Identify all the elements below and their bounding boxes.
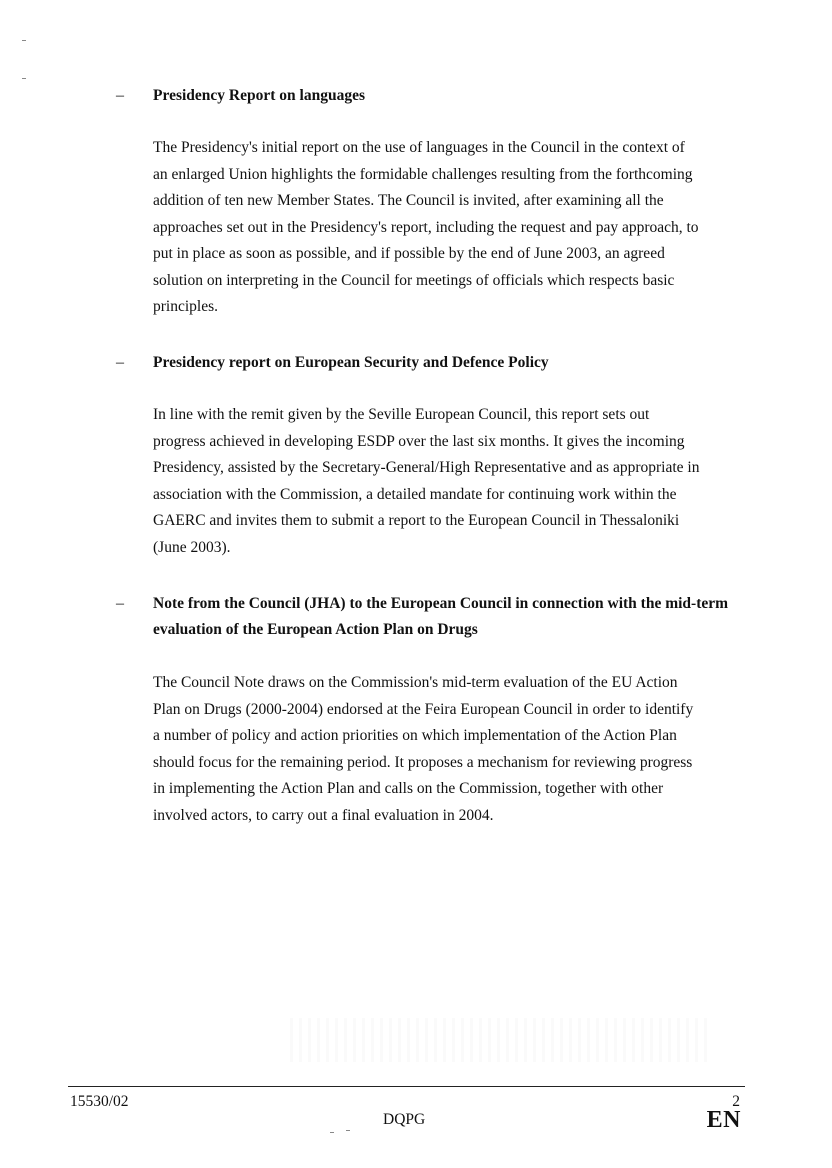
page-number: 2 — [732, 1093, 740, 1110]
paragraph-line: solution on interpreting in the Council for meetings of officials which respects basic — [153, 271, 675, 289]
heading-line: Presidency Report on languages — [153, 87, 365, 104]
paragraph-line: addition of ten new Member States. The Council is invited, after examining all the — [153, 192, 664, 209]
paragraph-line: approaches set out in the Presidency's report, including the request and pay approach, to — [153, 218, 699, 236]
section-bullet: – — [116, 354, 124, 371]
section-paragraph — [153, 135, 753, 321]
section-bullet: – — [116, 595, 124, 612]
paragraph-line: The Presidency's initial report on the use of languages in the Council in the context of — [153, 139, 685, 156]
paragraph-line: put in place as soon as possible, and if possible by the end of June 2003, an agreed — [153, 245, 665, 262]
paragraph-line: (June 2003). — [153, 538, 231, 556]
section-paragraph — [153, 670, 753, 829]
section-bullet: – — [116, 87, 124, 104]
paragraph-line: Plan on Drugs (2000-2004) endorsed at the Feira European Council in order to identify — [153, 700, 694, 718]
section-paragraph — [153, 402, 753, 561]
paragraph-line: should focus for the remaining period. It proposes a mechanism for reviewing progress — [153, 753, 693, 771]
paragraph-line: The Council Note draws on the Commission's mid-term evaluation of the EU Action — [153, 674, 678, 691]
section-heading — [153, 591, 753, 643]
scan-speck — [22, 40, 26, 41]
paragraph-line: an enlarged Union highlights the formidable challenges resulting from the forthcoming — [153, 165, 693, 183]
paragraph-line: Presidency, assisted by the Secretary-General/High Representative and as appropriate in — [153, 459, 700, 476]
department-code: DQPG — [383, 1111, 426, 1128]
paragraph-line: GAERC and invites them to submit a report to the European Council in Thessaloniki — [153, 512, 680, 529]
footer-rule — [68, 1086, 745, 1087]
scan-speck — [346, 1130, 350, 1131]
heading-line: mid-term evaluation of the European Action Plan on Drugs — [153, 595, 729, 638]
scan-noise — [290, 1018, 710, 1062]
scan-speck — [330, 1132, 334, 1133]
paragraph-line: progress achieved in developing ESDP over the last six months. It gives the incoming — [153, 432, 685, 450]
heading-line: Presidency report on European Security and Defence Policy — [153, 354, 549, 371]
paragraph-line: association with the Commission, a detailed mandate for continuing work within the — [153, 485, 677, 503]
section-heading — [153, 83, 753, 109]
paragraph-line: involved actors, to carry out a final evaluation in 2004. — [153, 806, 494, 824]
paragraph-line: a number of policy and action priorities on which implementation of the Action Plan — [153, 727, 677, 744]
scan-speck — [22, 78, 26, 79]
heading-line: Note from the Council (JHA) to the European Council in connection with the — [153, 595, 662, 612]
paragraph-line: principles. — [153, 298, 218, 315]
language-code: EN — [706, 1107, 741, 1133]
document-number: 15530/02 — [70, 1093, 129, 1110]
paragraph-line: In line with the remit given by the Seville European Council, this report sets out — [153, 406, 650, 423]
section-heading — [153, 350, 753, 376]
paragraph-line: in implementing the Action Plan and calls on the Commission, together with other — [153, 780, 664, 797]
